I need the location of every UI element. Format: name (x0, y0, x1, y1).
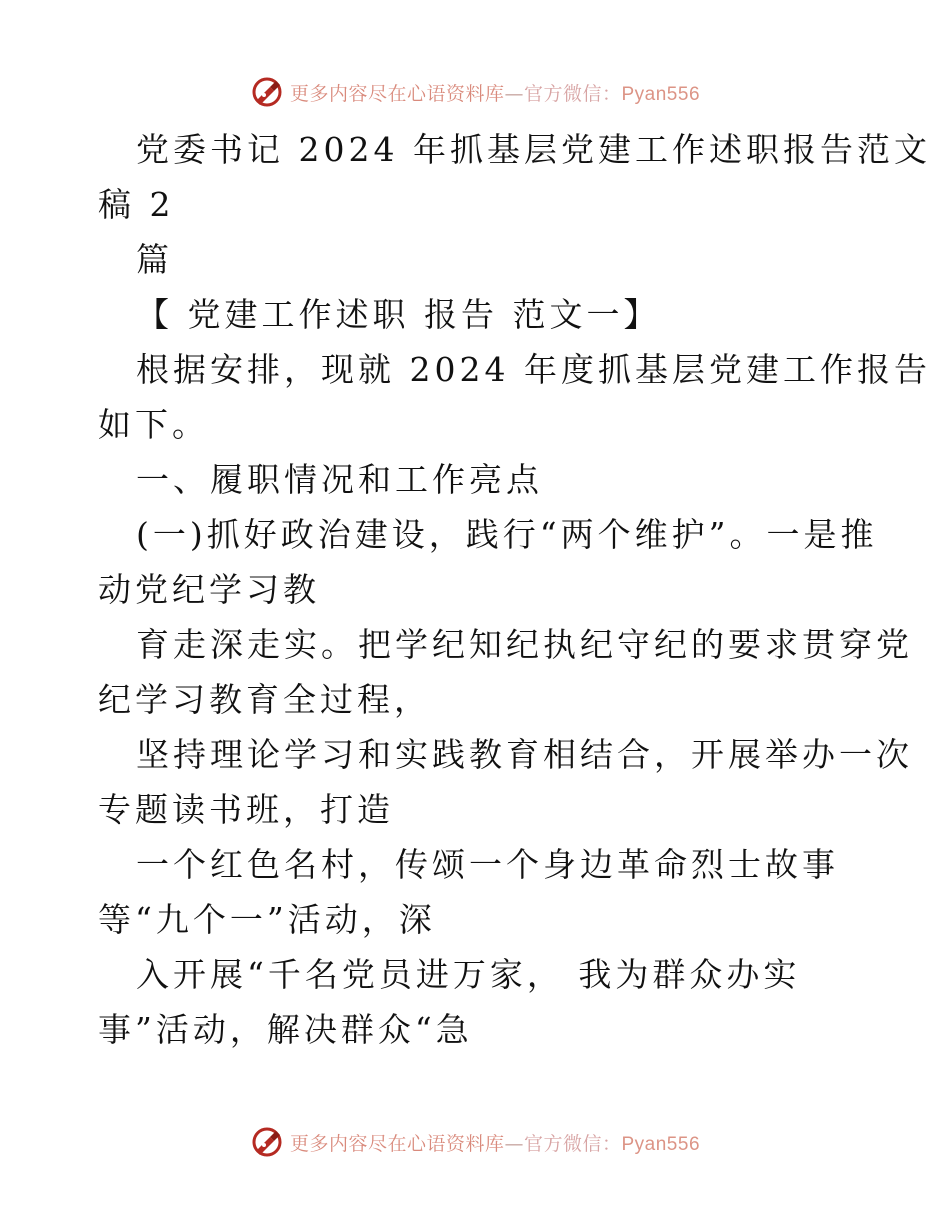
document-line: 根据安排，现就 2024 年度抓基层党建工作报告 (136, 350, 931, 389)
document-line: 等“九个一”活动，深 (98, 900, 436, 939)
document-line: 如下。 (98, 405, 209, 444)
footer-wechat-label: 官方微信： (523, 1132, 622, 1155)
header-banner (0, 72, 950, 112)
header-separator: — (504, 82, 524, 105)
document-line: (一)抓好政治建设，践行“两个维护”。一是推 (136, 515, 878, 554)
document-line: 【 党建工作述职 报告 范文一】 (136, 295, 661, 334)
header-banner-text (290, 79, 700, 106)
document-line: 篇 (136, 240, 173, 279)
document-line: 一个红色名村，传颂一个身边革命烈士故事 (136, 845, 839, 884)
document-line: 入开展“千名党员进万家， 我为群众办实 (136, 955, 801, 994)
document-line: 稿 2 (98, 185, 175, 224)
document-line: 一、履职情况和工作亮点 (136, 460, 543, 499)
footer-separator: — (504, 1132, 524, 1155)
document-line: 党委书记 2024 年抓基层党建工作述职报告范文 (136, 130, 931, 169)
header-brand: 更多内容尽在心语资料库 (289, 82, 505, 105)
header-wechat-label: 官方微信： (523, 82, 622, 105)
document-body (98, 122, 931, 1057)
footer-banner (0, 1122, 950, 1162)
document-line: 事”活动，解决群众“急 (98, 1010, 473, 1049)
header-wechat-id: Pyan556 (621, 83, 701, 105)
document-line: 纪学习教育全过程， (98, 680, 431, 719)
document-line: 专题读书班，打造 (98, 790, 394, 829)
document-line: 育走深走实。把学纪知纪执纪守纪的要求贯穿党 (136, 625, 913, 664)
footer-wechat-id: Pyan556 (621, 1133, 701, 1155)
pen-logo-icon (250, 75, 284, 109)
document-line: 动党纪学习教 (98, 570, 320, 609)
pen-logo-icon (250, 1125, 284, 1159)
footer-brand: 更多内容尽在心语资料库 (289, 1132, 505, 1155)
footer-banner-text (290, 1129, 700, 1156)
document-line: 坚持理论学习和实践教育相结合，开展举办一次 (136, 735, 913, 774)
